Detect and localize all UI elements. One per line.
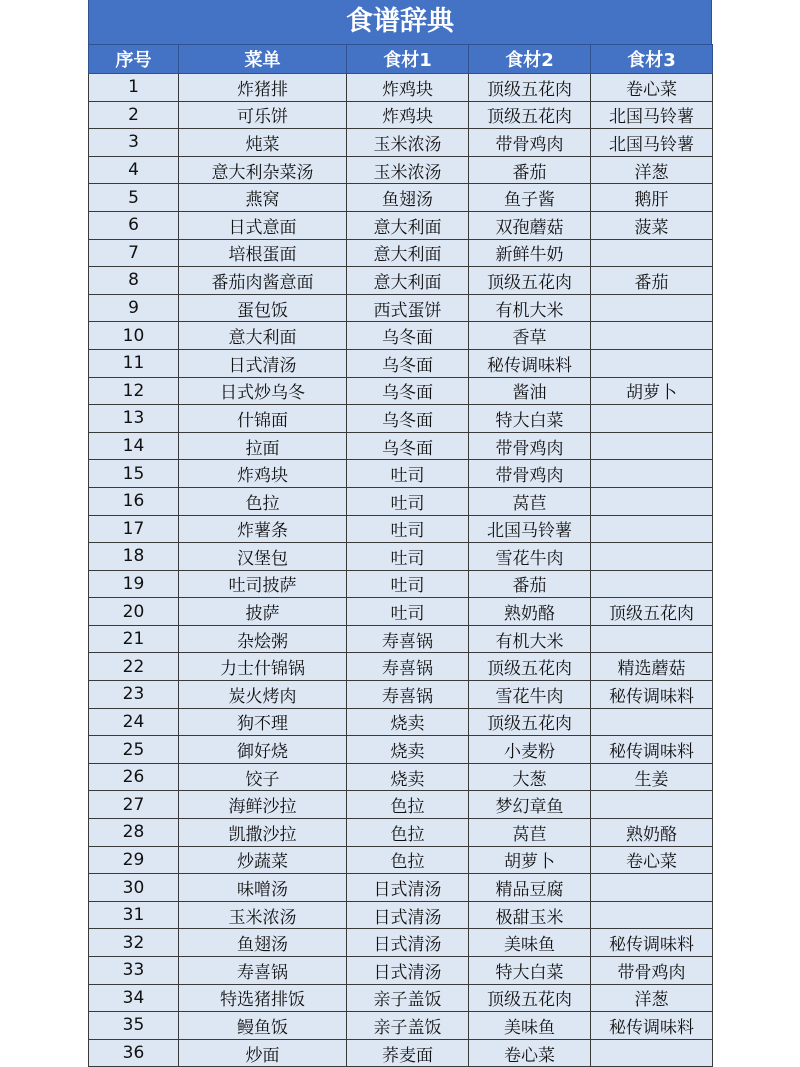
cell-ingredient-2: 顶级五花肉 <box>469 708 591 736</box>
cell-ingredient-3: 卷心菜 <box>591 846 713 874</box>
cell-index: 10 <box>89 322 179 350</box>
cell-dish: 番茄肉酱意面 <box>179 267 347 295</box>
cell-ingredient-3 <box>591 874 713 902</box>
header-dish: 菜单 <box>179 45 347 74</box>
cell-ingredient-2: 酱油 <box>469 377 591 405</box>
table-row <box>89 598 713 626</box>
table-body <box>89 74 713 1067</box>
cell-ingredient-1: 西式蛋饼 <box>347 294 469 322</box>
cell-ingredient-2: 极甜玉米 <box>469 901 591 929</box>
cell-ingredient-2: 有机大米 <box>469 625 591 653</box>
cell-ingredient-1: 亲子盖饭 <box>347 1012 469 1040</box>
cell-ingredient-3: 秘传调味料 <box>591 681 713 709</box>
cell-ingredient-3 <box>591 625 713 653</box>
cell-dish: 汉堡包 <box>179 543 347 571</box>
cell-ingredient-3: 生姜 <box>591 763 713 791</box>
cell-ingredient-1: 寿喜锅 <box>347 625 469 653</box>
cell-ingredient-1: 寿喜锅 <box>347 681 469 709</box>
cell-ingredient-3: 洋葱 <box>591 984 713 1012</box>
cell-ingredient-1: 吐司 <box>347 598 469 626</box>
cell-index: 24 <box>89 708 179 736</box>
cell-ingredient-1: 亲子盖饭 <box>347 984 469 1012</box>
table-row <box>89 322 713 350</box>
cell-ingredient-3 <box>591 708 713 736</box>
cell-index: 5 <box>89 184 179 212</box>
cell-ingredient-2: 特大白菜 <box>469 957 591 985</box>
cell-ingredient-3: 熟奶酪 <box>591 819 713 847</box>
table-row <box>89 432 713 460</box>
cell-index: 3 <box>89 129 179 157</box>
cell-ingredient-3: 秘传调味料 <box>591 929 713 957</box>
cell-dish: 杂烩粥 <box>179 625 347 653</box>
table-header <box>89 45 713 74</box>
cell-dish: 特选猪排饭 <box>179 984 347 1012</box>
table-row <box>89 653 713 681</box>
cell-ingredient-1: 寿喜锅 <box>347 653 469 681</box>
cell-index: 27 <box>89 791 179 819</box>
cell-ingredient-2: 顶级五花肉 <box>469 267 591 295</box>
cell-ingredient-3: 卷心菜 <box>591 74 713 102</box>
cell-ingredient-1: 日式清汤 <box>347 874 469 902</box>
cell-dish: 炸猪排 <box>179 74 347 102</box>
cell-ingredient-3: 秘传调味料 <box>591 736 713 764</box>
cell-ingredient-1: 炸鸡块 <box>347 74 469 102</box>
cell-ingredient-2: 莴苣 <box>469 487 591 515</box>
cell-ingredient-1: 意大利面 <box>347 239 469 267</box>
table-row <box>89 570 713 598</box>
table-row <box>89 405 713 433</box>
cell-dish: 御好烧 <box>179 736 347 764</box>
cell-ingredient-3 <box>591 1039 713 1067</box>
cell-ingredient-1: 色拉 <box>347 791 469 819</box>
cell-index: 36 <box>89 1039 179 1067</box>
table-row <box>89 957 713 985</box>
cell-ingredient-2: 小麦粉 <box>469 736 591 764</box>
table-row <box>89 791 713 819</box>
cell-dish: 寿喜锅 <box>179 957 347 985</box>
cell-index: 15 <box>89 460 179 488</box>
cell-ingredient-2: 精品豆腐 <box>469 874 591 902</box>
table-row <box>89 681 713 709</box>
cell-dish: 力士什锦锅 <box>179 653 347 681</box>
cell-ingredient-2: 有机大米 <box>469 294 591 322</box>
cell-ingredient-3: 秘传调味料 <box>591 1012 713 1040</box>
cell-ingredient-1: 日式清汤 <box>347 929 469 957</box>
cell-dish: 披萨 <box>179 598 347 626</box>
cell-index: 8 <box>89 267 179 295</box>
table-row <box>89 874 713 902</box>
cell-ingredient-2: 胡萝卜 <box>469 846 591 874</box>
cell-ingredient-3 <box>591 294 713 322</box>
cell-dish: 拉面 <box>179 432 347 460</box>
cell-index: 1 <box>89 74 179 102</box>
table-row <box>89 349 713 377</box>
cell-ingredient-3: 北国马铃薯 <box>591 101 713 129</box>
cell-ingredient-2: 顶级五花肉 <box>469 101 591 129</box>
cell-ingredient-3: 鹅肝 <box>591 184 713 212</box>
cell-dish: 日式意面 <box>179 211 347 239</box>
cell-ingredient-3: 精选蘑菇 <box>591 653 713 681</box>
cell-ingredient-2: 美味鱼 <box>469 1012 591 1040</box>
cell-ingredient-1: 日式清汤 <box>347 901 469 929</box>
table-row <box>89 984 713 1012</box>
table-row <box>89 543 713 571</box>
cell-index: 19 <box>89 570 179 598</box>
cell-dish: 炒面 <box>179 1039 347 1067</box>
table-row <box>89 74 713 102</box>
cell-index: 21 <box>89 625 179 653</box>
cell-index: 13 <box>89 405 179 433</box>
table-row <box>89 294 713 322</box>
table-row <box>89 267 713 295</box>
cell-ingredient-1: 荞麦面 <box>347 1039 469 1067</box>
cell-ingredient-1: 炸鸡块 <box>347 101 469 129</box>
cell-index: 33 <box>89 957 179 985</box>
table-row <box>89 377 713 405</box>
cell-dish: 炸鸡块 <box>179 460 347 488</box>
cell-ingredient-2: 梦幻章鱼 <box>469 791 591 819</box>
cell-dish: 日式炒乌冬 <box>179 377 347 405</box>
cell-dish: 炒蔬菜 <box>179 846 347 874</box>
cell-index: 11 <box>89 349 179 377</box>
cell-dish: 炭火烤肉 <box>179 681 347 709</box>
cell-dish: 凯撒沙拉 <box>179 819 347 847</box>
table-row <box>89 211 713 239</box>
cell-index: 20 <box>89 598 179 626</box>
sheet-title: 食谱辞典 <box>88 0 712 44</box>
cell-ingredient-1: 烧卖 <box>347 736 469 764</box>
cell-ingredient-1: 烧卖 <box>347 708 469 736</box>
cell-ingredient-2: 卷心菜 <box>469 1039 591 1067</box>
header-ingredient-3: 食材3 <box>591 45 713 74</box>
table-row <box>89 708 713 736</box>
cell-ingredient-1: 吐司 <box>347 515 469 543</box>
cell-dish: 狗不理 <box>179 708 347 736</box>
header-row <box>89 45 713 74</box>
table-row <box>89 1012 713 1040</box>
cell-dish: 海鲜沙拉 <box>179 791 347 819</box>
cell-ingredient-2: 秘传调味料 <box>469 349 591 377</box>
cell-ingredient-1: 色拉 <box>347 846 469 874</box>
table-row <box>89 487 713 515</box>
cell-ingredient-1: 鱼翅汤 <box>347 184 469 212</box>
header-ingredient-1: 食材1 <box>347 45 469 74</box>
table-row <box>89 846 713 874</box>
cell-ingredient-3 <box>591 405 713 433</box>
cell-ingredient-2: 熟奶酪 <box>469 598 591 626</box>
cell-ingredient-2: 雪花牛肉 <box>469 681 591 709</box>
cell-ingredient-3 <box>591 543 713 571</box>
table-row <box>89 156 713 184</box>
table-row <box>89 819 713 847</box>
cell-dish: 日式清汤 <box>179 349 347 377</box>
cell-ingredient-3 <box>591 901 713 929</box>
cell-dish: 培根蛋面 <box>179 239 347 267</box>
cell-ingredient-3 <box>591 322 713 350</box>
cell-dish: 色拉 <box>179 487 347 515</box>
cell-ingredient-2: 顶级五花肉 <box>469 653 591 681</box>
cell-index: 22 <box>89 653 179 681</box>
header-index: 序号 <box>89 45 179 74</box>
cell-ingredient-3 <box>591 791 713 819</box>
cell-index: 23 <box>89 681 179 709</box>
cell-index: 26 <box>89 763 179 791</box>
cell-ingredient-2: 大葱 <box>469 763 591 791</box>
cell-index: 34 <box>89 984 179 1012</box>
cell-ingredient-3 <box>591 239 713 267</box>
cell-index: 2 <box>89 101 179 129</box>
cell-ingredient-1: 日式清汤 <box>347 957 469 985</box>
cell-ingredient-2: 香草 <box>469 322 591 350</box>
cell-ingredient-2: 美味鱼 <box>469 929 591 957</box>
cell-ingredient-2: 顶级五花肉 <box>469 984 591 1012</box>
cell-ingredient-2: 雪花牛肉 <box>469 543 591 571</box>
cell-ingredient-1: 乌冬面 <box>347 405 469 433</box>
cell-dish: 意大利杂菜汤 <box>179 156 347 184</box>
cell-ingredient-3: 带骨鸡肉 <box>591 957 713 985</box>
cell-ingredient-1: 意大利面 <box>347 211 469 239</box>
cell-ingredient-1: 烧卖 <box>347 763 469 791</box>
cell-ingredient-1: 吐司 <box>347 543 469 571</box>
cell-dish: 什锦面 <box>179 405 347 433</box>
cell-ingredient-2: 鱼子酱 <box>469 184 591 212</box>
table-row <box>89 239 713 267</box>
cell-index: 6 <box>89 211 179 239</box>
recipe-sheet <box>88 0 712 1067</box>
cell-ingredient-3 <box>591 432 713 460</box>
cell-ingredient-1: 色拉 <box>347 819 469 847</box>
cell-dish: 可乐饼 <box>179 101 347 129</box>
table-row <box>89 460 713 488</box>
table-row <box>89 929 713 957</box>
cell-ingredient-1: 吐司 <box>347 570 469 598</box>
cell-ingredient-3: 番茄 <box>591 267 713 295</box>
cell-dish: 味噌汤 <box>179 874 347 902</box>
cell-ingredient-1: 意大利面 <box>347 267 469 295</box>
table-row <box>89 763 713 791</box>
cell-index: 17 <box>89 515 179 543</box>
cell-ingredient-3 <box>591 487 713 515</box>
cell-ingredient-2: 莴苣 <box>469 819 591 847</box>
cell-ingredient-3: 胡萝卜 <box>591 377 713 405</box>
cell-ingredient-3: 洋葱 <box>591 156 713 184</box>
cell-index: 35 <box>89 1012 179 1040</box>
cell-ingredient-3 <box>591 349 713 377</box>
cell-dish: 玉米浓汤 <box>179 901 347 929</box>
cell-ingredient-1: 乌冬面 <box>347 377 469 405</box>
cell-dish: 鳗鱼饭 <box>179 1012 347 1040</box>
cell-dish: 炖菜 <box>179 129 347 157</box>
cell-ingredient-3: 菠菜 <box>591 211 713 239</box>
cell-ingredient-1: 吐司 <box>347 487 469 515</box>
cell-index: 4 <box>89 156 179 184</box>
table-row <box>89 129 713 157</box>
table-row <box>89 101 713 129</box>
cell-index: 29 <box>89 846 179 874</box>
cell-ingredient-3 <box>591 460 713 488</box>
cell-ingredient-2: 新鲜牛奶 <box>469 239 591 267</box>
cell-ingredient-1: 玉米浓汤 <box>347 129 469 157</box>
table-row <box>89 515 713 543</box>
cell-dish: 燕窝 <box>179 184 347 212</box>
table-row <box>89 625 713 653</box>
recipe-table <box>88 44 713 1067</box>
cell-ingredient-3: 北国马铃薯 <box>591 129 713 157</box>
cell-ingredient-1: 吐司 <box>347 460 469 488</box>
cell-ingredient-2: 带骨鸡肉 <box>469 129 591 157</box>
cell-dish: 饺子 <box>179 763 347 791</box>
table-row <box>89 1039 713 1067</box>
cell-dish: 吐司披萨 <box>179 570 347 598</box>
cell-ingredient-2: 顶级五花肉 <box>469 74 591 102</box>
cell-index: 9 <box>89 294 179 322</box>
cell-index: 12 <box>89 377 179 405</box>
cell-ingredient-2: 带骨鸡肉 <box>469 432 591 460</box>
cell-index: 32 <box>89 929 179 957</box>
cell-dish: 鱼翅汤 <box>179 929 347 957</box>
cell-dish: 蛋包饭 <box>179 294 347 322</box>
cell-ingredient-2: 番茄 <box>469 570 591 598</box>
cell-ingredient-2: 双孢蘑菇 <box>469 211 591 239</box>
cell-ingredient-3 <box>591 515 713 543</box>
cell-ingredient-3 <box>591 570 713 598</box>
cell-ingredient-1: 玉米浓汤 <box>347 156 469 184</box>
cell-index: 25 <box>89 736 179 764</box>
cell-dish: 意大利面 <box>179 322 347 350</box>
cell-index: 28 <box>89 819 179 847</box>
cell-ingredient-3: 顶级五花肉 <box>591 598 713 626</box>
cell-dish: 炸薯条 <box>179 515 347 543</box>
table-row <box>89 901 713 929</box>
cell-ingredient-1: 乌冬面 <box>347 432 469 460</box>
cell-ingredient-2: 番茄 <box>469 156 591 184</box>
cell-ingredient-1: 乌冬面 <box>347 349 469 377</box>
cell-index: 18 <box>89 543 179 571</box>
cell-index: 14 <box>89 432 179 460</box>
table-row <box>89 184 713 212</box>
cell-index: 31 <box>89 901 179 929</box>
cell-ingredient-1: 乌冬面 <box>347 322 469 350</box>
cell-ingredient-2: 特大白菜 <box>469 405 591 433</box>
table-row <box>89 736 713 764</box>
cell-ingredient-2: 带骨鸡肉 <box>469 460 591 488</box>
cell-ingredient-2: 北国马铃薯 <box>469 515 591 543</box>
cell-index: 30 <box>89 874 179 902</box>
cell-index: 7 <box>89 239 179 267</box>
header-ingredient-2: 食材2 <box>469 45 591 74</box>
cell-index: 16 <box>89 487 179 515</box>
